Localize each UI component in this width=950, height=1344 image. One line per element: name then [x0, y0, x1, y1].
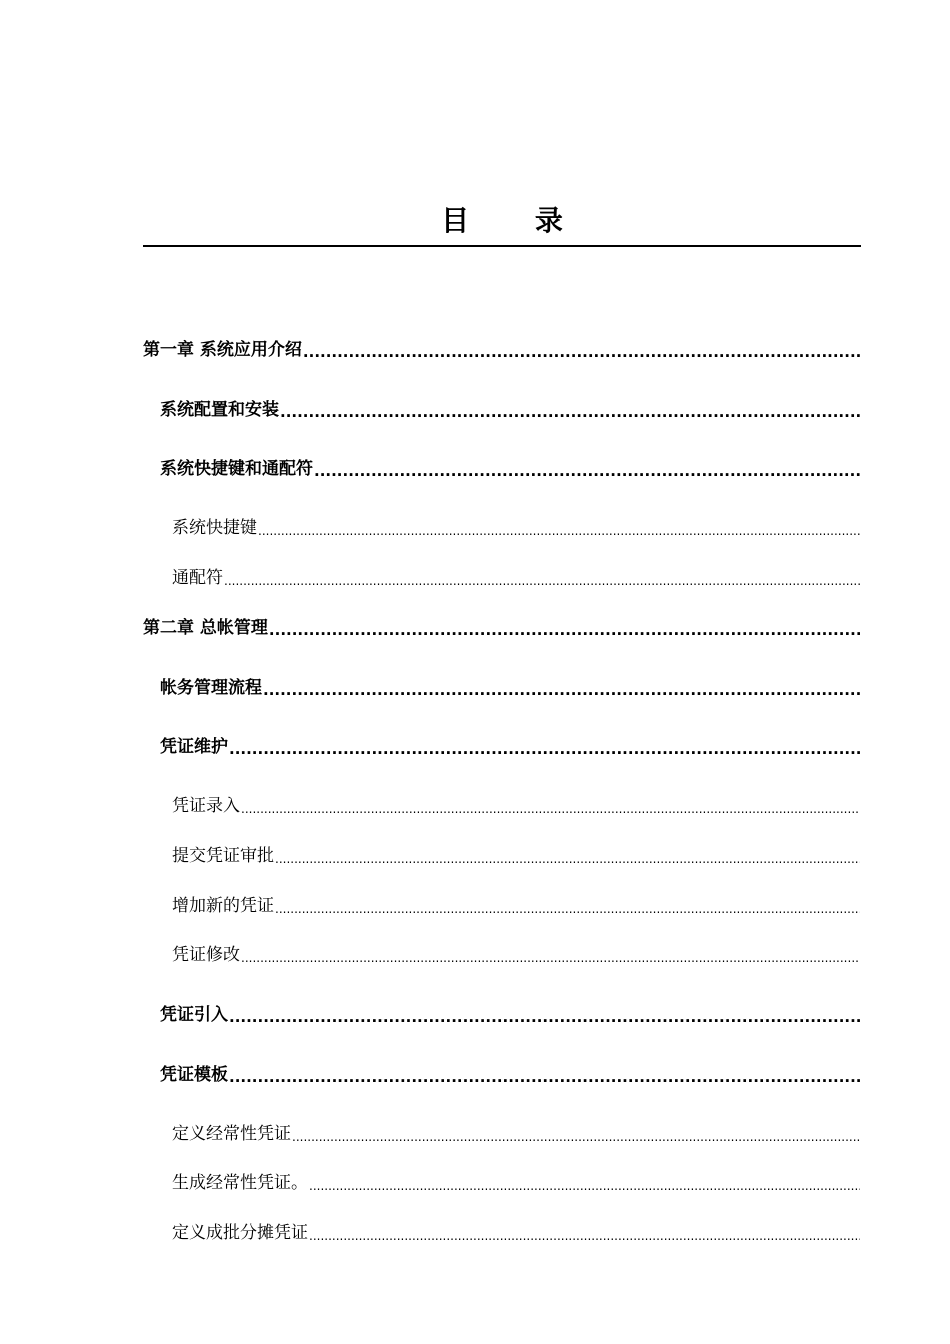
- toc-dot-leader: [280, 403, 860, 421]
- toc-dot-leader: [258, 523, 860, 539]
- toc-entry-label: 凭证修改: [172, 945, 240, 965]
- toc-dot-leader: [224, 573, 860, 589]
- toc-entry-label: 增加新的凭证: [172, 896, 274, 916]
- toc-entry-voucher-modify[interactable]: [172, 944, 860, 966]
- page-title: 目 录: [441, 204, 591, 237]
- toc-entry-voucher-import[interactable]: [160, 1004, 860, 1026]
- toc-entry-shortcuts-wildcards[interactable]: [160, 458, 860, 480]
- toc-entry-system-shortcuts[interactable]: [172, 517, 860, 539]
- toc-entry-voucher-template[interactable]: [160, 1064, 860, 1086]
- toc-entry-define-batch-allocation-voucher[interactable]: [172, 1222, 860, 1244]
- toc-entry-label: 定义经常性凭证: [172, 1124, 291, 1144]
- toc-entry-label: 系统快捷键和通配符: [160, 459, 313, 479]
- toc-entry-label: 定义成批分摊凭证: [172, 1223, 308, 1243]
- toc-entry-label: 凭证模板: [160, 1065, 228, 1085]
- toc-entry-label: 第二章 总帐管理: [143, 618, 268, 638]
- toc-dot-leader: [292, 1129, 860, 1145]
- toc-entry-label: 通配符: [172, 568, 223, 588]
- toc-dot-leader: [229, 1008, 860, 1026]
- toc-entry-label: 生成经常性凭证。: [172, 1173, 308, 1193]
- toc-entry-add-new-voucher[interactable]: [172, 895, 860, 917]
- toc-entry-chapter-1[interactable]: [143, 339, 860, 361]
- toc-entry-label: 凭证维护: [160, 737, 228, 757]
- toc-dot-leader: [275, 901, 860, 917]
- toc-entry-wildcards[interactable]: [172, 567, 860, 589]
- toc-entry-chapter-2[interactable]: [143, 617, 860, 639]
- toc-entry-label: 帐务管理流程: [160, 678, 262, 698]
- toc-dot-leader: [309, 1228, 860, 1244]
- toc-entry-label: 凭证录入: [172, 796, 240, 816]
- toc-dot-leader: [309, 1178, 860, 1194]
- toc-entry-voucher-maintenance[interactable]: [160, 736, 860, 758]
- toc-dot-leader: [241, 801, 860, 817]
- toc-dot-leader: [229, 740, 860, 758]
- title-divider: [143, 245, 861, 247]
- toc-dot-leader: [269, 621, 860, 639]
- toc-dot-leader: [229, 1068, 860, 1086]
- toc-entry-label: 凭证引入: [160, 1005, 228, 1025]
- toc-dot-leader: [263, 681, 860, 699]
- toc-entry-generate-recurring-voucher[interactable]: [172, 1172, 860, 1194]
- toc-entry-define-recurring-voucher[interactable]: [172, 1123, 860, 1145]
- toc-entry-label: 第一章 系统应用介绍: [143, 340, 302, 360]
- toc-entry-label: 系统快捷键: [172, 518, 257, 538]
- toc-entry-accounting-workflow[interactable]: [160, 677, 860, 699]
- toc-entry-label: 提交凭证审批: [172, 846, 274, 866]
- toc-dot-leader: [241, 950, 860, 966]
- toc-dot-leader: [275, 851, 860, 867]
- toc-dot-leader: [303, 343, 860, 361]
- toc-entry-voucher-entry[interactable]: [172, 795, 860, 817]
- toc-entry-submit-voucher-approval[interactable]: [172, 845, 860, 867]
- toc-entry-system-config-install[interactable]: [160, 399, 860, 421]
- toc-dot-leader: [314, 462, 860, 480]
- toc-entry-label: 系统配置和安装: [160, 400, 279, 420]
